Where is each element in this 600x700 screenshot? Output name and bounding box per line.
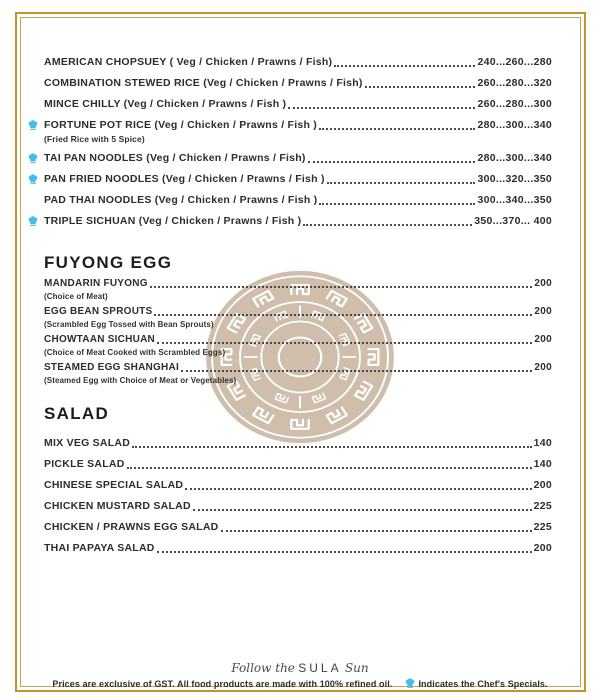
dot-leader <box>303 224 472 226</box>
chef-specials-note: Indicates the Chef's Specials. <box>418 679 548 689</box>
item-price: 300...320...350 <box>477 173 552 185</box>
item-price: 260...280...320 <box>477 77 552 89</box>
dot-leader <box>327 182 476 184</box>
item-price: 280...300...340 <box>477 152 552 164</box>
item-price: 200 <box>534 362 552 373</box>
chef-hat-icon <box>27 173 39 185</box>
item-name: PAD THAI NOODLES (Veg / Chicken / Prawns / Fish ) <box>44 194 318 206</box>
dot-leader <box>154 314 532 316</box>
menu-item <box>44 215 552 228</box>
item-price: 300...340...350 <box>477 194 552 206</box>
footer-note <box>0 677 600 689</box>
menu-item <box>44 98 552 111</box>
item-name: FORTUNE POT RICE (Veg / Chicken / Prawns / Fish ) <box>44 119 318 131</box>
chef-hat-icon <box>27 152 39 164</box>
menu-item <box>44 56 552 69</box>
dot-leader <box>319 128 475 130</box>
item-description: (Scrambled Egg Tossed with Bean Sprouts) <box>44 320 214 329</box>
tagline-prefix: Follow the <box>231 661 295 675</box>
menu-item <box>44 152 552 165</box>
dot-leader <box>365 86 476 88</box>
item-name: THAI PAPAYA SALAD <box>44 542 155 554</box>
dot-leader <box>308 161 476 163</box>
menu-item <box>44 500 552 513</box>
item-name: PAN FRIED NOODLES (Veg / Chicken / Prawns / Fish ) <box>44 173 325 185</box>
section-heading-salad: SALAD <box>44 404 110 423</box>
menu-item <box>44 362 552 385</box>
menu-item <box>44 334 552 357</box>
section-main <box>44 56 552 228</box>
item-name: CHICKEN MUSTARD SALAD <box>44 500 191 512</box>
item-description: (Choice of Meat) <box>44 292 108 301</box>
menu-item <box>44 119 552 144</box>
dot-leader <box>193 509 532 511</box>
item-price: 200 <box>533 542 552 554</box>
dot-leader <box>127 467 532 469</box>
item-name: STEAMED EGG SHANGHAI <box>44 362 180 373</box>
item-description: (Choice of Meat Cooked with Scrambled Eggs) <box>44 348 226 357</box>
gst-note: Prices are exclusive of GST. All food products are made with 100% refined oil. <box>52 679 393 689</box>
item-name: MANDARIN FUYONG <box>44 278 148 289</box>
item-name: CHOWTAAN SICHUAN <box>44 334 156 345</box>
chef-hat-icon <box>404 677 415 688</box>
menu-sections <box>44 56 552 563</box>
item-price: 200 <box>534 306 552 317</box>
item-name: TAI PAN NOODLES (Veg / Chicken / Prawns / Fish) <box>44 152 306 164</box>
dot-leader <box>185 488 531 490</box>
item-price: 200 <box>534 334 552 345</box>
menu-item <box>44 479 552 492</box>
section-heading-fuyong-egg: FUYONG EGG <box>44 253 173 272</box>
item-price: 225 <box>533 521 552 533</box>
item-price: 350...370... 400 <box>474 215 552 227</box>
menu-item <box>44 542 552 555</box>
menu-item <box>44 194 552 207</box>
chef-hat-icon <box>27 119 39 131</box>
item-price: 140 <box>533 458 552 470</box>
dot-leader <box>157 551 532 553</box>
dot-leader <box>288 107 475 109</box>
section-salad <box>44 405 552 555</box>
item-price: 240...260...280 <box>477 56 552 68</box>
footer <box>0 661 600 689</box>
footer-tagline <box>0 661 600 675</box>
menu-item <box>44 278 552 301</box>
menu-item <box>44 437 552 450</box>
menu-item <box>44 77 552 90</box>
tagline-suffix: Sun <box>344 661 369 675</box>
dot-leader <box>132 446 531 448</box>
item-price: 200 <box>533 479 552 491</box>
menu-item <box>44 521 552 534</box>
menu-item <box>44 306 552 329</box>
dot-leader <box>181 370 532 372</box>
dot-leader <box>334 65 475 67</box>
item-description: (Steamed Egg with Choice of Meat or Vegetables) <box>44 376 237 385</box>
item-name: EGG BEAN SPROUTS <box>44 306 153 317</box>
item-name: CHINESE SPECIAL SALAD <box>44 479 184 491</box>
brand-name: SULA <box>298 661 342 675</box>
item-price: 140 <box>533 437 552 449</box>
dot-leader <box>221 530 532 532</box>
item-name: AMERICAN CHOPSUEY ( Veg / Chicken / Prawns / Fish) <box>44 56 333 68</box>
item-name: PICKLE SALAD <box>44 458 125 470</box>
item-price: 200 <box>534 278 552 289</box>
item-price: 225 <box>533 500 552 512</box>
item-description: (Fried Rice with 5 Spice) <box>44 134 145 144</box>
menu-item <box>44 173 552 186</box>
menu-item <box>44 458 552 471</box>
chef-hat-icon <box>27 215 39 227</box>
item-name: MINCE CHILLY (Veg / Chicken / Prawns / Fish ) <box>44 98 287 110</box>
dot-leader <box>150 286 533 288</box>
section-fuyong-egg <box>44 254 552 385</box>
item-name: CHICKEN / PRAWNS EGG SALAD <box>44 521 219 533</box>
item-name: MIX VEG SALAD <box>44 437 131 449</box>
item-name: TRIPLE SICHUAN (Veg / Chicken / Prawns / Fish ) <box>44 215 302 227</box>
item-name: COMBINATION STEWED RICE (Veg / Chicken / Prawns / Fish) <box>44 77 363 89</box>
dot-leader <box>157 342 532 344</box>
dot-leader <box>319 203 475 205</box>
item-price: 260...280...300 <box>477 98 552 110</box>
item-price: 280...300...340 <box>477 119 552 131</box>
